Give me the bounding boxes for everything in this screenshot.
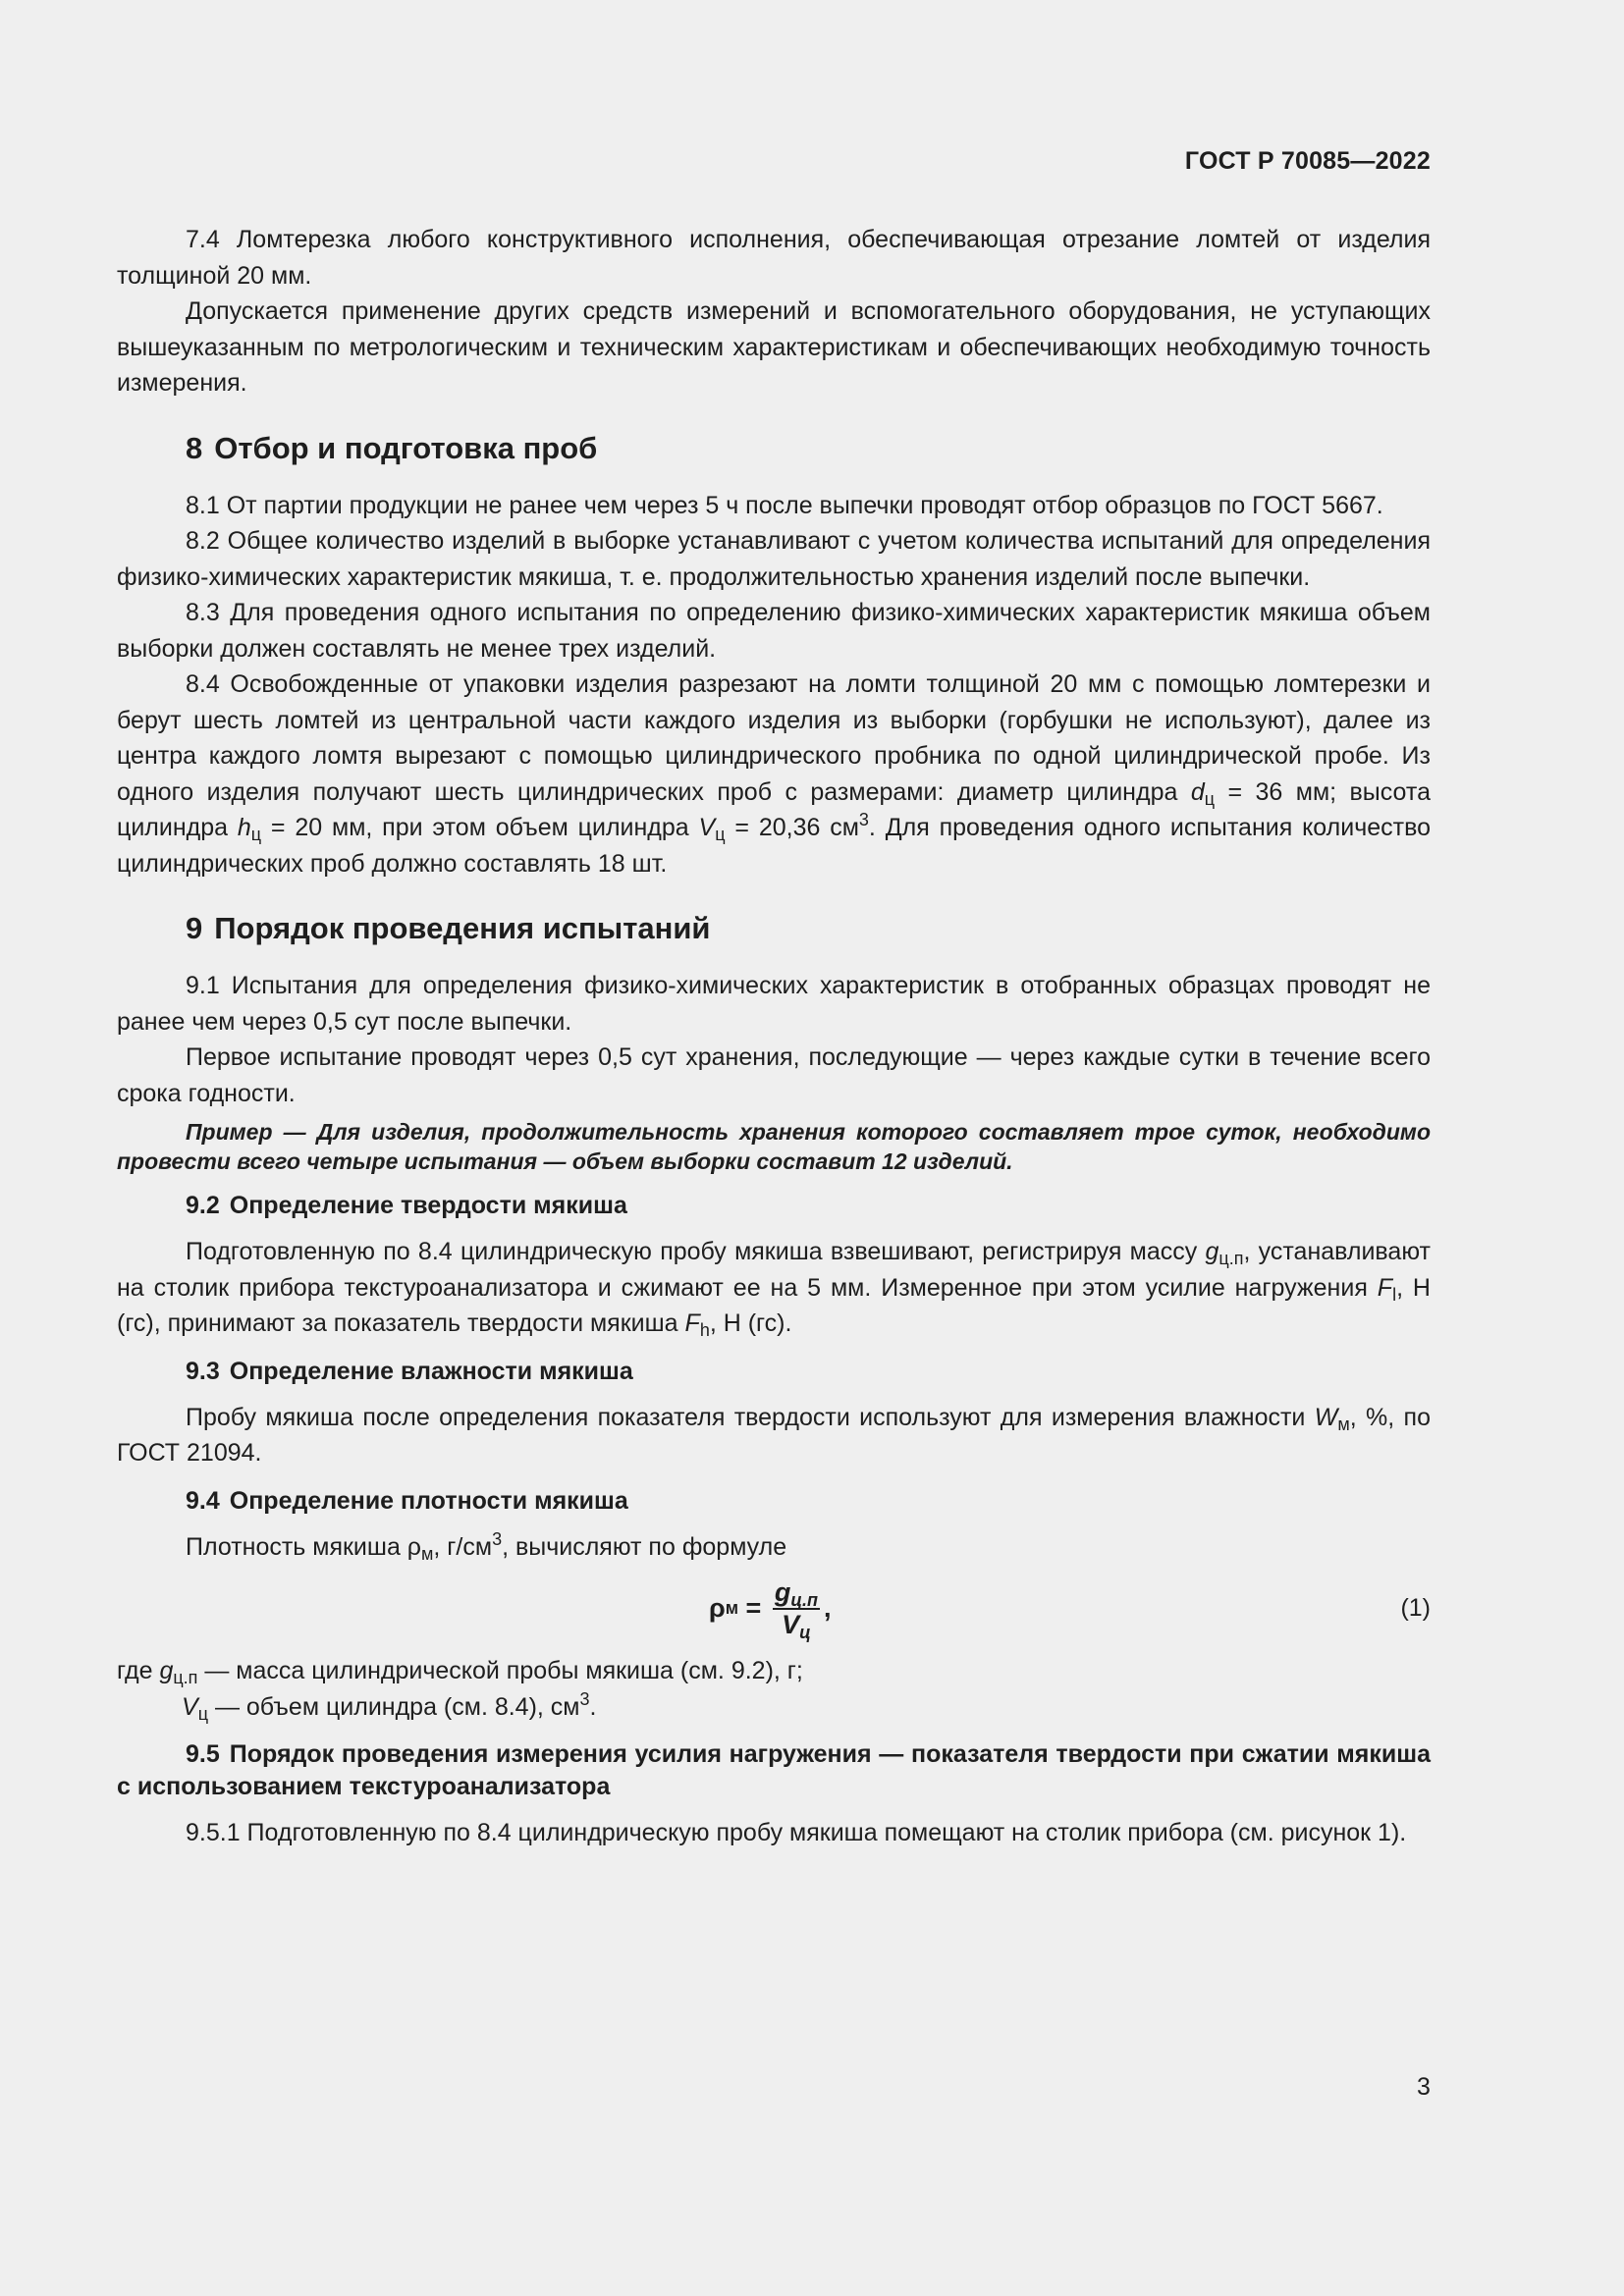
text-run: , вычисляют по формуле bbox=[502, 1532, 787, 1561]
text-run: = 36 мм; высота цилиндра bbox=[117, 777, 1431, 841]
text-run: Пробу мякиша после определения показателя твердости используют для измерения влажности bbox=[186, 1403, 1315, 1431]
equals-sign: = bbox=[738, 1592, 769, 1623]
text-run: 8.4 Освобожденные от упаковки изделия разрезают на ломти толщиной 20 мм с помощью ломтерезки и берут шесть ломтей из центральной части каждого изделия из выборки (горбушки не используют), далее из центра каждого ломтя вырезают с помощью цилиндрического пробника по одной цилиндрической пробе. Из одного изделия получают шесть цилиндрических проб с размерами: диаметр цилиндра bbox=[117, 670, 1431, 806]
paragraph-8-3: 8.3 Для проведения одного испытания по определению физико-химических характеристик мякиша объем выборки должен составлять не менее трех изделий. bbox=[117, 599, 1431, 663]
paragraph-9-1: 9.1 Испытания для определения физико-химических характеристик в отобранных образцах проводят не ранее чем через 0,5 сут после выпечки. bbox=[117, 972, 1431, 1036]
paragraph-9-4 bbox=[117, 1529, 1431, 1566]
subsection-number: 9.3 bbox=[186, 1357, 220, 1385]
text-run: — объем цилиндра (см. 8.4), см bbox=[208, 1692, 580, 1721]
subscript: ц bbox=[715, 825, 726, 844]
text-run: Подготовленную по 8.4 цилиндрическую пробу мякиша взвешивают, регистрируя массу bbox=[186, 1238, 1206, 1265]
formula-lhs: ρ bbox=[709, 1592, 726, 1623]
text-run: где bbox=[117, 1657, 160, 1684]
section-8-heading bbox=[186, 429, 1431, 468]
text-run: = 20,36 см bbox=[725, 814, 859, 841]
superscript: 3 bbox=[492, 1528, 503, 1549]
symbol-v: V bbox=[182, 1692, 198, 1721]
symbol-h: h bbox=[237, 814, 251, 841]
symbol-fh: F bbox=[684, 1309, 700, 1337]
paragraph-9-5-1: 9.5.1 Подготовленную по 8.4 цилиндрическую пробу мякиша помещают на столик прибора (см. рисунок 1). bbox=[186, 1819, 1407, 1846]
text-run: = 20 мм, при этом объем цилиндра bbox=[261, 814, 699, 841]
text-run: , %, по ГОСТ 21094. bbox=[117, 1403, 1431, 1467]
subsection-title: Определение влажности мякиша bbox=[229, 1357, 633, 1385]
density-formula: ρ м = $\frac{g_{ц.п}}{V_ц}$ , bbox=[709, 1577, 832, 1642]
paragraph-9-2 bbox=[117, 1234, 1431, 1342]
symbol-w: W bbox=[1314, 1403, 1338, 1431]
text-run: Плотность мякиша ρ bbox=[186, 1532, 422, 1561]
paragraph-allowed-means: Допускается применение других средств измерений и вспомогательного оборудования, не уступающих вышеуказанным по метрологическим и техническим характеристикам и обеспечивающих необходимую точность измерения. bbox=[117, 297, 1431, 397]
section-title: Отбор и подготовка проб bbox=[214, 430, 598, 465]
subsection-title: Порядок проведения измерения усилия нагружения — показателя твердости при сжатии мякиша с использованием текстуроанализатора bbox=[117, 1740, 1431, 1800]
text-run: , устанавливают на столик прибора текстуроанализатора и сжимают ее на 5 мм. Измеренное при этом усилие нагружения bbox=[117, 1238, 1431, 1302]
example-note: Пример — Для изделия, продолжительность хранения которого составляет трое суток, необходимо провести всего четыре испытания — объем выборки составит 12 изделий. bbox=[117, 1119, 1431, 1174]
subscript: ц bbox=[1204, 788, 1216, 809]
paragraph-8-4 bbox=[117, 667, 1431, 881]
text-run: , Н (гс), принимают за показатель твердости мякиша bbox=[117, 1273, 1431, 1337]
denominator bbox=[782, 1610, 811, 1642]
where-line-2 bbox=[182, 1689, 1431, 1726]
symbol-v: V bbox=[782, 1610, 800, 1639]
section-title: Порядок проведения испытаний bbox=[214, 911, 711, 945]
text-run: , Н (гс). bbox=[709, 1309, 792, 1337]
page-content bbox=[117, 222, 1431, 1851]
symbol-g: g bbox=[159, 1657, 174, 1684]
paragraph-7-4: 7.4 Ломтерезка любого конструктивного исполнения, обеспечивающая отрезание ломтей от изделия толщиной 20 мм. bbox=[117, 226, 1431, 290]
subsection-number: 9.4 bbox=[186, 1486, 220, 1515]
subscript: ц bbox=[250, 825, 262, 844]
subscript: ц bbox=[799, 1623, 811, 1642]
section-number: 8 bbox=[186, 430, 203, 465]
subsection-title: Определение твердости мякиша bbox=[229, 1192, 627, 1219]
paragraph-8-2: 8.2 Общее количество изделий в выборке устанавливают с учетом количества испытаний для определения физико-химических характеристик мякиша, т. е. продолжительностью хранения изделий после выпечки. bbox=[117, 527, 1431, 591]
equation-number: (1) bbox=[1400, 1594, 1431, 1622]
formula-comma: , bbox=[823, 1592, 832, 1623]
subsection-9-5-heading bbox=[117, 1738, 1431, 1803]
subscript: ц.п bbox=[173, 1668, 198, 1687]
page-number: 3 bbox=[1417, 2073, 1431, 2101]
text-run: — масса цилиндрической пробы мякиша (см. 9.2), г; bbox=[197, 1657, 803, 1684]
numerator bbox=[773, 1576, 820, 1610]
where-line-1 bbox=[117, 1653, 1431, 1689]
text-run: . Для проведения одного испытания количество цилиндрических проб должно составлять 18 шт. bbox=[117, 814, 1431, 878]
subscript: ц bbox=[197, 1703, 208, 1724]
subsection-title: Определение плотности мякиша bbox=[229, 1486, 628, 1515]
symbol-g: g bbox=[1205, 1238, 1219, 1265]
subscript: h bbox=[699, 1320, 710, 1340]
section-number: 9 bbox=[186, 911, 203, 945]
paragraph-8-1: 8.1 От партии продукции не ранее чем через 5 ч после выпечки проводят отбор образцов по ГОСТ 5667. bbox=[186, 491, 1383, 519]
subsection-9-4-heading bbox=[186, 1485, 1431, 1518]
formula-1 bbox=[117, 1565, 1431, 1653]
fraction bbox=[773, 1576, 820, 1642]
superscript: 3 bbox=[579, 1688, 590, 1709]
subscript: ц.п bbox=[1218, 1249, 1244, 1268]
superscript: 3 bbox=[858, 810, 869, 829]
subsection-9-3-heading bbox=[186, 1356, 1431, 1388]
section-9-heading bbox=[186, 909, 1431, 948]
subsection-number: 9.5 bbox=[186, 1740, 220, 1768]
text-run: , г/см bbox=[433, 1532, 493, 1561]
subscript: l bbox=[1392, 1284, 1397, 1305]
symbol-v: V bbox=[698, 814, 716, 841]
subscript: м bbox=[1337, 1414, 1350, 1434]
symbol-d: d bbox=[1190, 777, 1205, 806]
subsection-number: 9.2 bbox=[186, 1192, 220, 1219]
document-header: ГОСТ Р 70085—2022 bbox=[1184, 147, 1431, 175]
subscript: ц.п bbox=[790, 1590, 818, 1610]
paragraph-9-3 bbox=[117, 1400, 1431, 1471]
paragraph-9-1-b: Первое испытание проводят через 0,5 сут хранения, последующие — через каждые сутки в течение всего срока годности. bbox=[117, 1043, 1431, 1107]
text-run: . bbox=[589, 1692, 597, 1721]
subsection-9-2-heading bbox=[186, 1190, 1431, 1222]
symbol-f: F bbox=[1377, 1273, 1393, 1302]
symbol-g: g bbox=[774, 1577, 791, 1607]
subscript: м bbox=[421, 1543, 434, 1564]
